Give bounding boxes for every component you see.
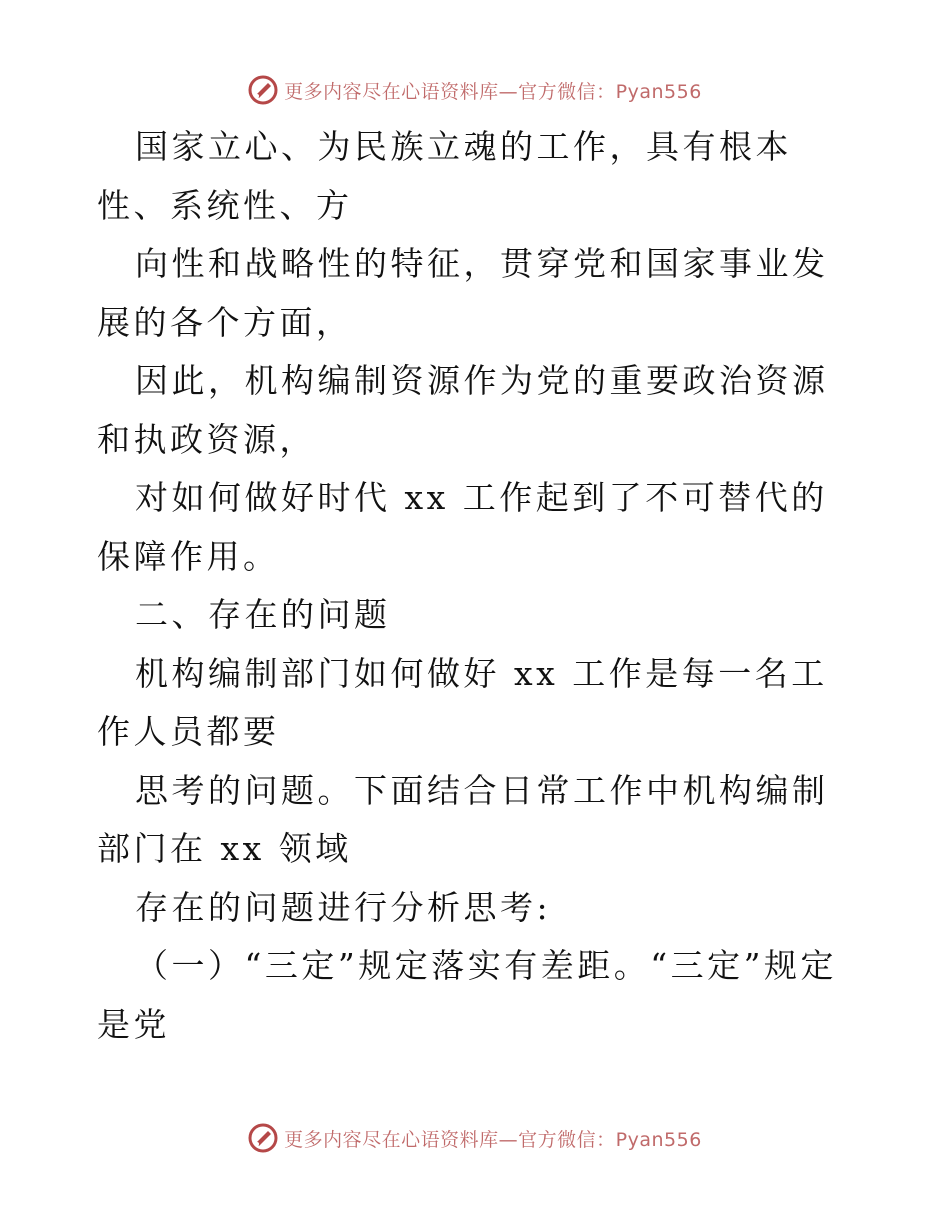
header-banner-text: 更多内容尽在心语资料库—官方微信：Pyan556 (284, 80, 702, 103)
logo-icon (248, 75, 278, 105)
footer-banner (0, 1118, 950, 1158)
paragraph: （一）“三定”规定落实有差距。“三定”规定是党 (97, 946, 837, 1044)
footer-banner-text: 更多内容尽在心语资料库—官方微信：Pyan556 (284, 1128, 702, 1151)
paragraph: 机构编制部门如何做好 xx 工作是每一名工作人员都要 (97, 653, 828, 751)
paragraph: 对如何做好时代 xx 工作起到了不可替代的保障作用。 (97, 478, 828, 576)
logo-icon (248, 1123, 278, 1153)
document-body (97, 118, 857, 1054)
header-banner (0, 70, 950, 110)
paragraph: 国家立心、为民族立魂的工作，具有根本性、系统性、方 (97, 127, 792, 225)
paragraph: 向性和战略性的特征，贯穿党和国家事业发展的各个方面， (97, 244, 829, 342)
paragraph: 因此，机构编制资源作为党的重要政治资源和执政资源， (97, 361, 829, 459)
paragraph: 思考的问题。下面结合日常工作中机构编制部门在 xx 领域 (97, 770, 829, 868)
paragraph: 存在的问题进行分析思考: (135, 887, 552, 927)
section-heading: 二、存在的问题 (135, 595, 391, 634)
